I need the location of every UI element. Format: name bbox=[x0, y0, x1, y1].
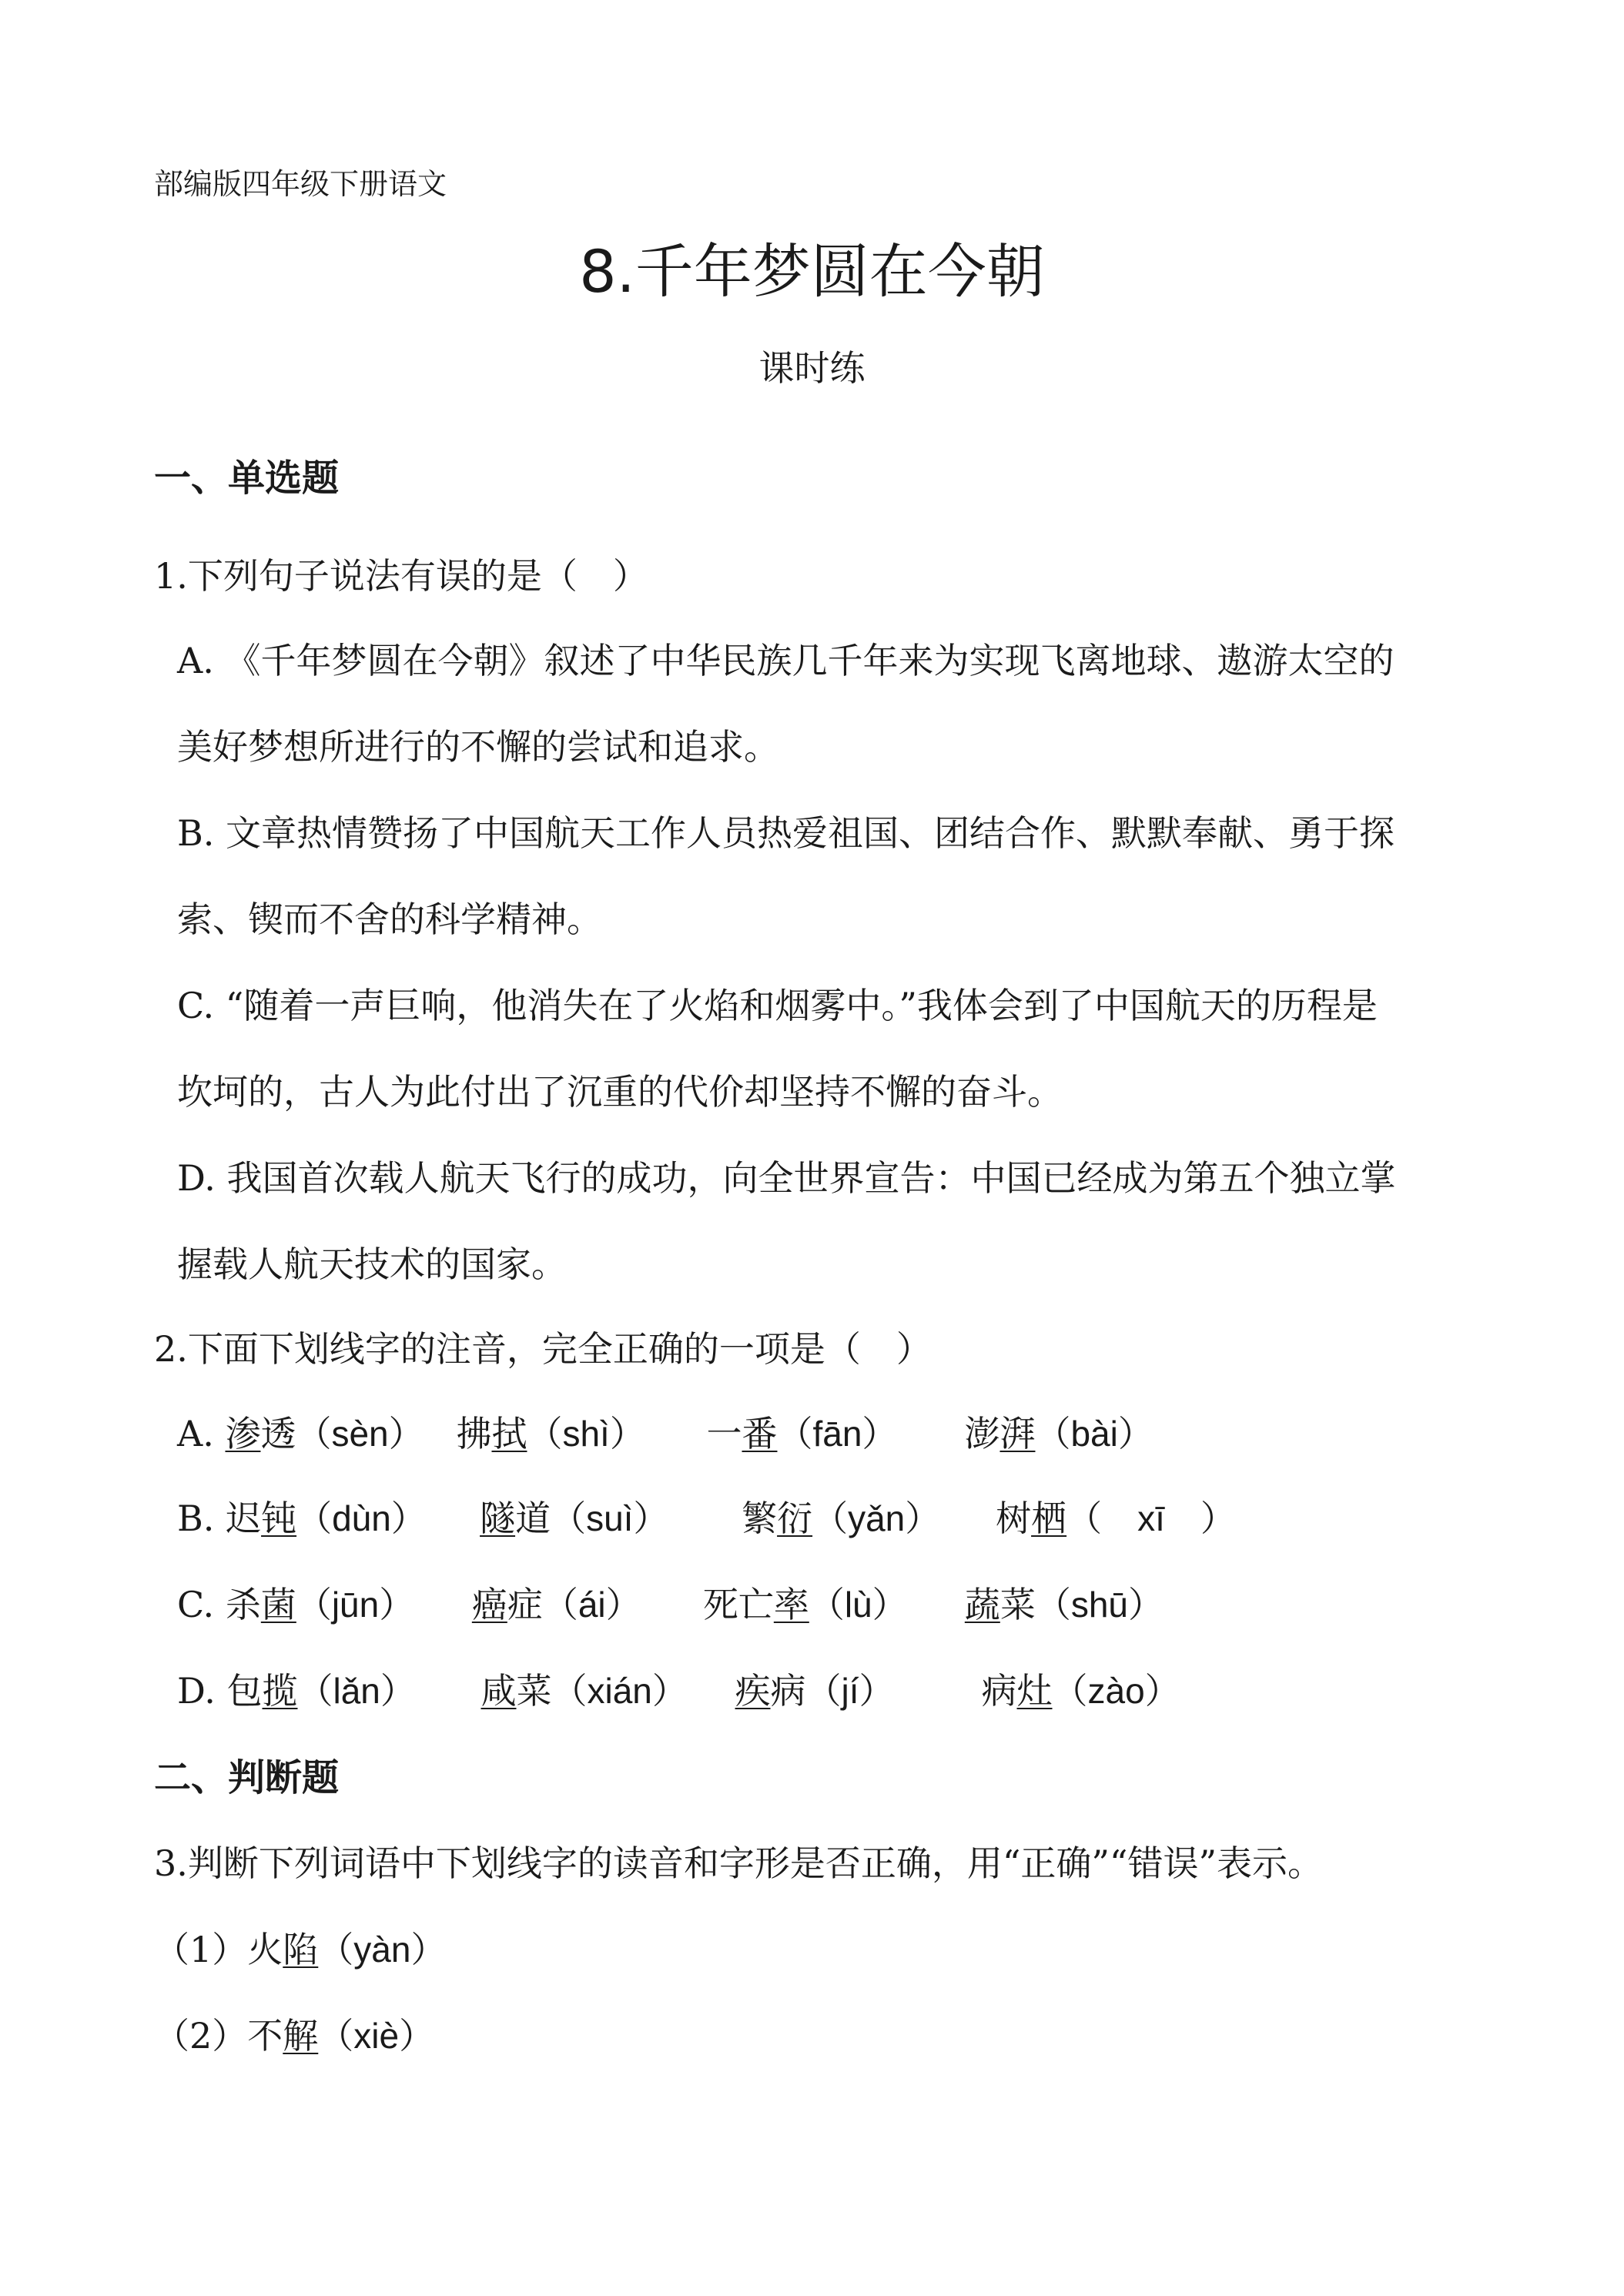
pinyin: （shū） bbox=[1035, 1585, 1164, 1625]
q1-option-b-line2: 索、锲而不舍的科学精神。 bbox=[177, 899, 602, 940]
pinyin: （lǎn） bbox=[297, 1671, 416, 1711]
q1-option-a-line1: A. 《千年梦圆在今朝》叙述了中华民族几千年来为实现飞离地球、遨游太空的 bbox=[177, 640, 1395, 681]
word-char: 杀 bbox=[225, 1584, 261, 1625]
underlined-char: 陷 bbox=[283, 1929, 319, 1970]
q2-option-a bbox=[177, 1406, 1154, 1457]
underlined-char: 菌 bbox=[260, 1584, 296, 1625]
underlined-char: 揽 bbox=[262, 1670, 298, 1712]
word-char: 一 bbox=[706, 1413, 742, 1454]
word-1 bbox=[226, 1491, 480, 1541]
word-1 bbox=[227, 1663, 481, 1714]
section-true-false: 二、判断题 bbox=[154, 1756, 340, 1799]
word-4 bbox=[965, 1577, 1164, 1628]
item-number: （2） bbox=[154, 2015, 248, 2057]
word-char: 病 bbox=[981, 1670, 1017, 1712]
word-1 bbox=[225, 1406, 456, 1457]
pinyin: （shì） bbox=[527, 1414, 645, 1454]
underlined-char: 咸 bbox=[481, 1670, 517, 1712]
word-char: 火 bbox=[247, 1929, 283, 1970]
pinyin: （lù） bbox=[809, 1585, 908, 1625]
word-char: 病 bbox=[770, 1670, 806, 1712]
pinyin: （xián） bbox=[551, 1671, 688, 1711]
pinyin: （yǎn） bbox=[812, 1498, 941, 1538]
q2-option-d bbox=[177, 1663, 1180, 1714]
option-label: D. bbox=[177, 1670, 227, 1712]
q1-option-d-line2: 握载人航天技术的国家。 bbox=[177, 1243, 567, 1285]
lesson-title: 8.千年梦圆在今朝 bbox=[579, 237, 1045, 306]
underlined-char: 率 bbox=[773, 1584, 809, 1625]
underlined-char: 栖 bbox=[1031, 1498, 1067, 1539]
q3-stem: 3.判断下列词语中下划线字的读音和字形是否正确，用“正确”“错误”表示。 bbox=[154, 1842, 1323, 1884]
pinyin: （yàn） bbox=[318, 1930, 447, 1970]
word-2 bbox=[480, 1491, 742, 1541]
q2-option-c bbox=[177, 1577, 1164, 1628]
word-char: 繁 bbox=[742, 1498, 778, 1539]
word-4 bbox=[996, 1491, 1236, 1541]
underlined-char: 灶 bbox=[1016, 1670, 1053, 1712]
pinyin: （xiè） bbox=[318, 2016, 435, 2056]
word-char: 树 bbox=[996, 1498, 1032, 1539]
word-3 bbox=[735, 1663, 982, 1714]
pinyin: （jí） bbox=[805, 1671, 895, 1711]
word-char: 症 bbox=[507, 1584, 543, 1625]
word-2 bbox=[456, 1406, 706, 1457]
underlined-char: 番 bbox=[742, 1413, 778, 1454]
word-3 bbox=[706, 1406, 964, 1457]
underlined-char: 衍 bbox=[777, 1498, 813, 1539]
q1-option-c-line2: 坎坷的，古人为此付出了沉重的代价却坚持不懈的奋斗。 bbox=[177, 1071, 1063, 1113]
q1-option-c-line1: C. “随着一声巨响，他消失在了火焰和烟雾中。”我体会到了中国航天的历程是 bbox=[177, 985, 1378, 1026]
option-label: C. bbox=[177, 1584, 226, 1625]
word-char: 包 bbox=[226, 1670, 263, 1712]
word-1 bbox=[226, 1577, 472, 1628]
word-char: 拂 bbox=[456, 1413, 492, 1454]
word-char: 死亡 bbox=[702, 1584, 774, 1625]
word-char: 澎 bbox=[964, 1413, 1000, 1454]
pinyin: （suì） bbox=[551, 1498, 669, 1538]
q3-item-2 bbox=[154, 2008, 434, 2059]
q1-option-d-line1: D. 我国首次载人航天飞行的成功，向全世界宣告：中国已经成为第五个独立掌 bbox=[177, 1157, 1396, 1199]
underlined-char: 蔬 bbox=[964, 1584, 1000, 1625]
underlined-char: 隧 bbox=[480, 1498, 516, 1539]
pinyin: （ xī ） bbox=[1066, 1498, 1236, 1538]
word-3 bbox=[703, 1577, 965, 1628]
pinyin: （ái） bbox=[542, 1585, 641, 1625]
document-header: 部编版四年级下册语文 bbox=[154, 167, 447, 201]
word-char: 菜 bbox=[516, 1670, 552, 1712]
underlined-char: 癌 bbox=[471, 1584, 507, 1625]
option-label: B. bbox=[177, 1498, 226, 1539]
word-char: 菜 bbox=[1000, 1584, 1036, 1625]
pinyin: （dùn） bbox=[296, 1498, 427, 1538]
q2-option-b bbox=[177, 1491, 1236, 1541]
underlined-char: 拭 bbox=[491, 1413, 527, 1454]
word-char: 迟 bbox=[226, 1498, 262, 1539]
word-4 bbox=[982, 1663, 1180, 1714]
underlined-char: 疾 bbox=[735, 1670, 771, 1712]
q3-item-1 bbox=[154, 1922, 446, 1973]
word-2 bbox=[472, 1577, 703, 1628]
word-2 bbox=[481, 1663, 735, 1714]
lesson-subtitle: 课时练 bbox=[758, 347, 866, 389]
item-number: （1） bbox=[154, 1929, 248, 1970]
q2-stem: 2.下面下划线字的注音，完全正确的一项是（ ） bbox=[154, 1328, 932, 1370]
word-char: 透 bbox=[260, 1413, 296, 1454]
q1-stem: 1.下列句子说法有误的是（ ） bbox=[154, 555, 648, 597]
pinyin: （bài） bbox=[1035, 1414, 1154, 1454]
q1-option-a-line2: 美好梦想所进行的不懈的尝试和追求。 bbox=[177, 726, 779, 768]
pinyin: （zào） bbox=[1052, 1671, 1180, 1711]
word-char: 道 bbox=[515, 1498, 551, 1539]
word-4 bbox=[964, 1406, 1153, 1457]
underlined-char: 渗 bbox=[225, 1413, 261, 1454]
pinyin: （sèn） bbox=[296, 1414, 424, 1454]
pinyin: （jūn） bbox=[296, 1585, 415, 1625]
underlined-char: 解 bbox=[283, 2015, 319, 2057]
word-char: 不 bbox=[247, 2015, 283, 2057]
underlined-char: 湃 bbox=[1000, 1413, 1036, 1454]
option-label: A. bbox=[177, 1413, 226, 1454]
pinyin: （fān） bbox=[777, 1414, 898, 1454]
word-3 bbox=[742, 1491, 996, 1541]
q1-option-b-line1: B. 文章热情赞扬了中国航天工作人员热爱祖国、团结合作、默默奉献、勇于探 bbox=[177, 812, 1395, 854]
section-single-choice: 一、单选题 bbox=[154, 457, 340, 500]
underlined-char: 钝 bbox=[261, 1498, 297, 1539]
